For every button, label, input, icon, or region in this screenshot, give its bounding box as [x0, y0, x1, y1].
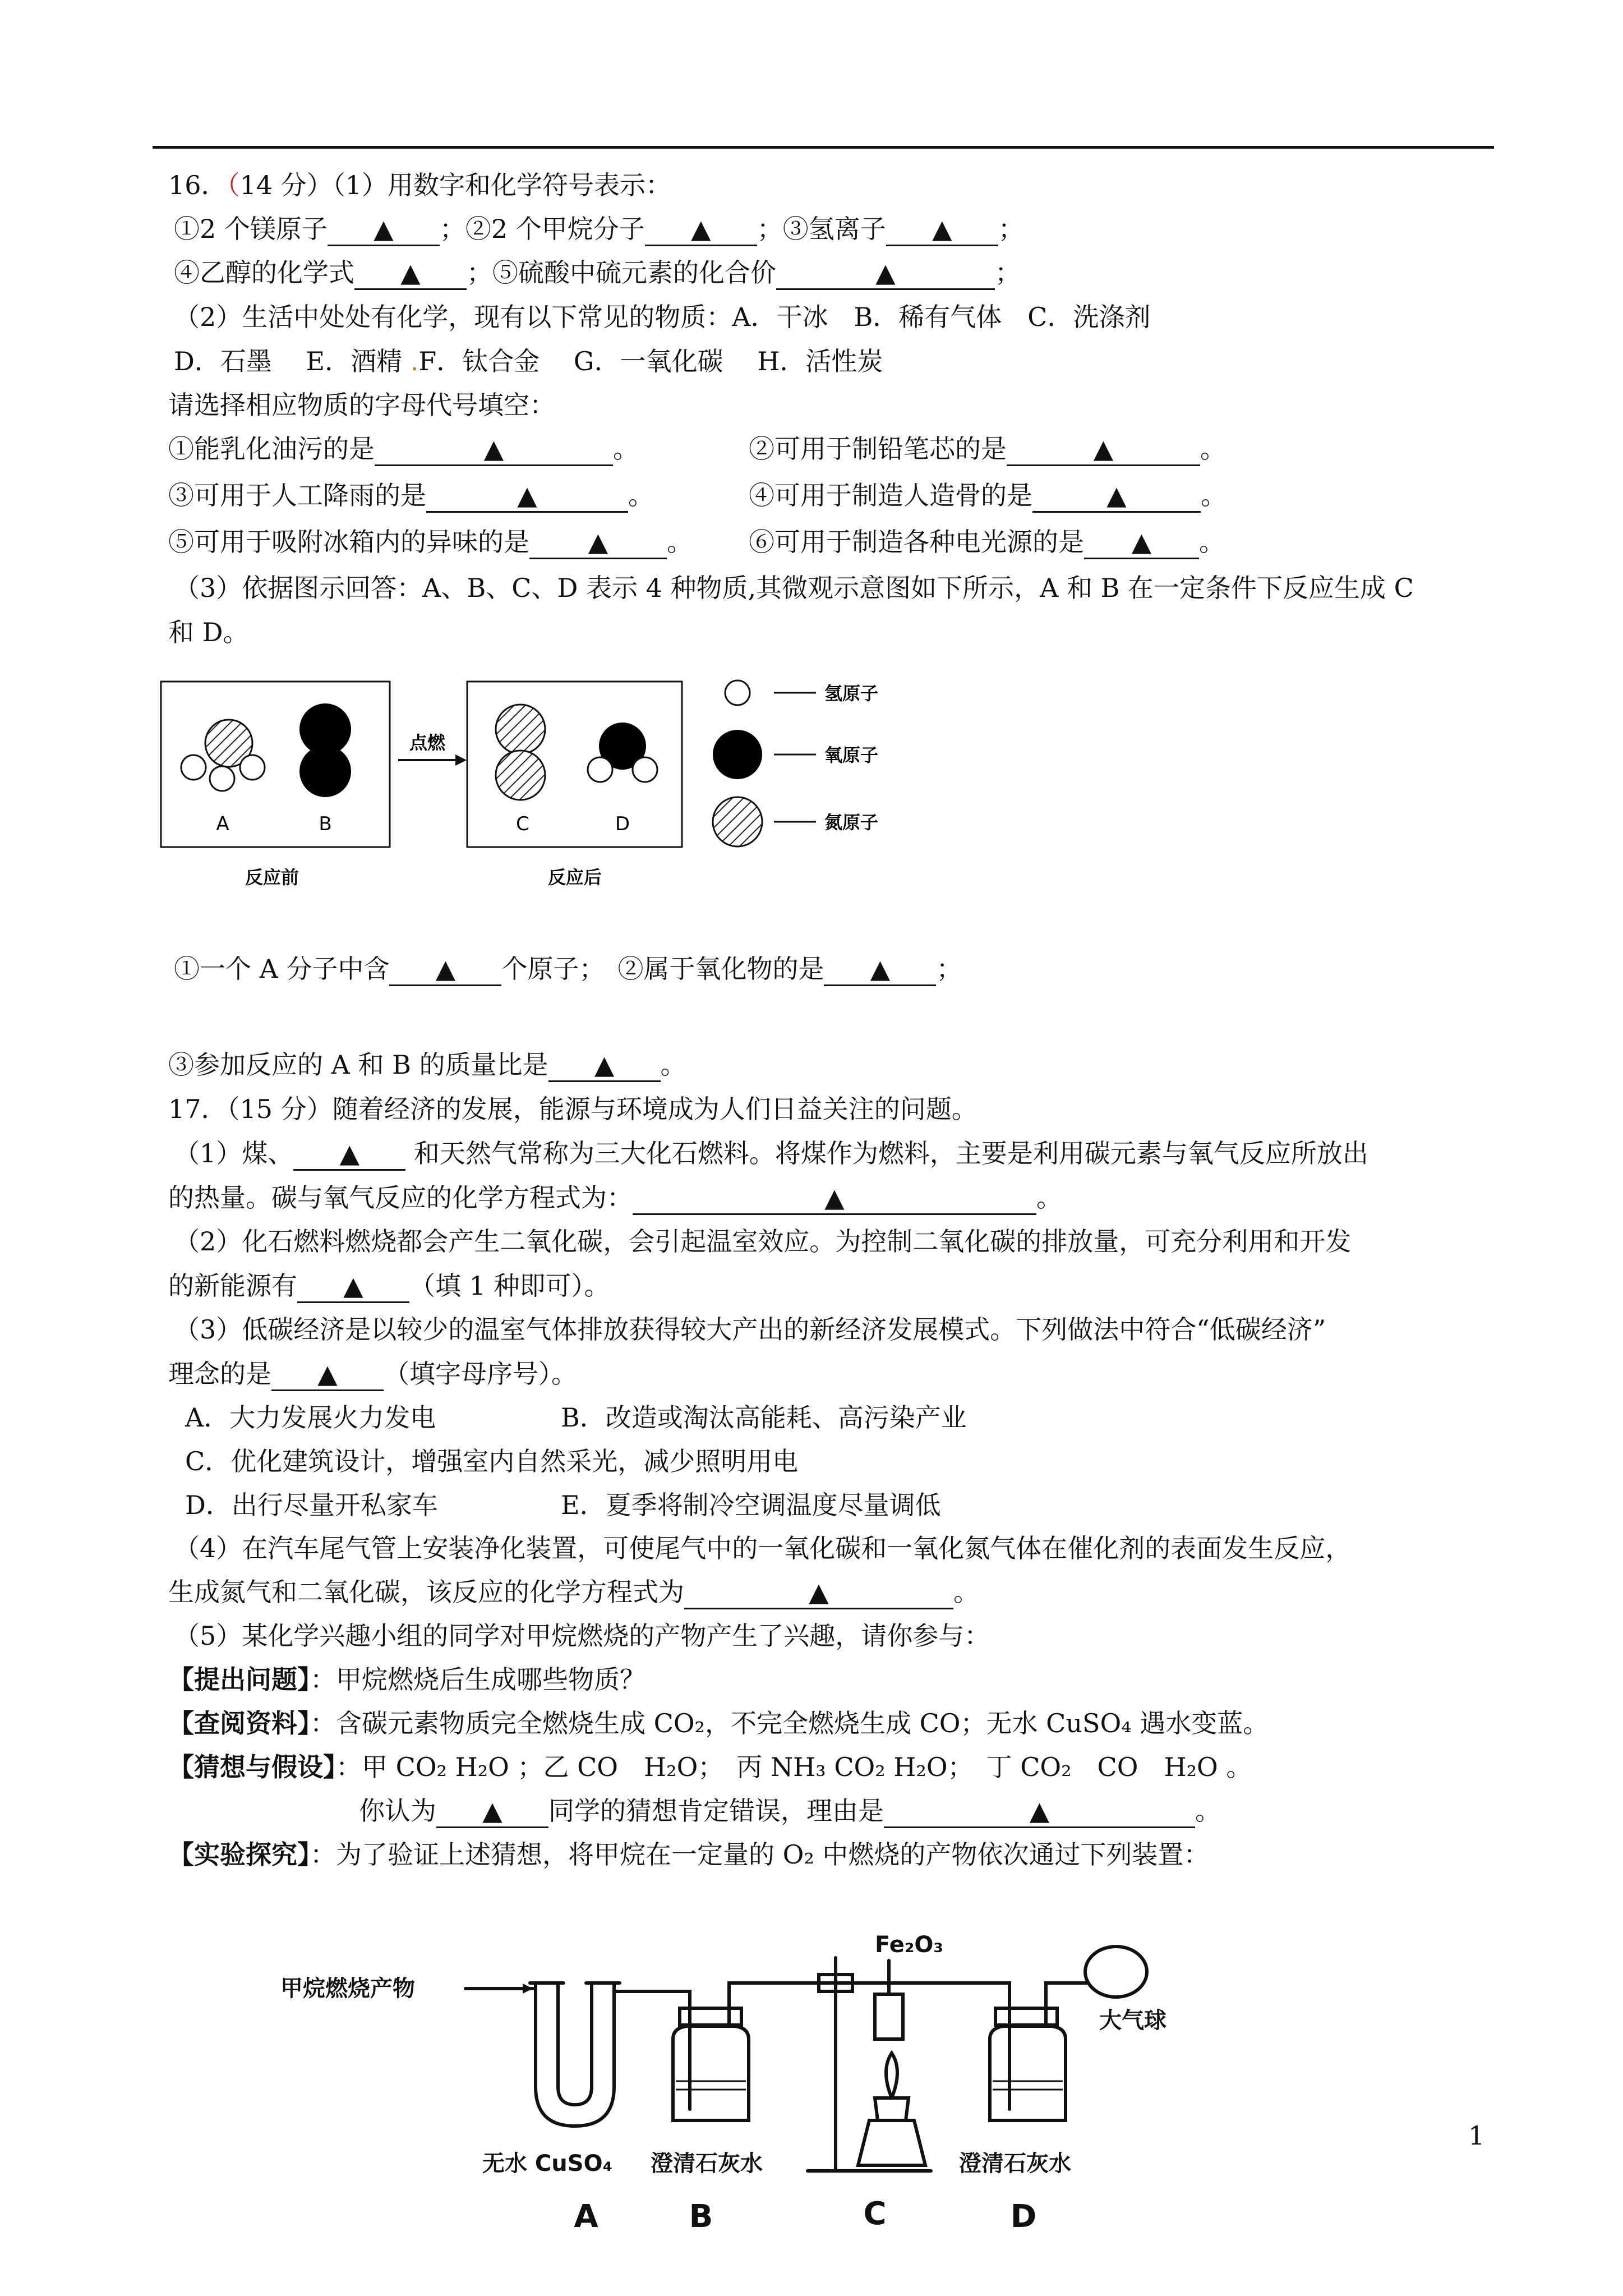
q16-select-row3 [168, 525, 693, 559]
q16-select-prompt: 请选择相应物质的字母代号填空： [168, 390, 555, 420]
answer-blank[interactable] [884, 1795, 1195, 1828]
triangle-icon: ▲ [1106, 480, 1127, 510]
answer-blank[interactable] [776, 257, 995, 290]
q17-experiment [168, 1838, 1209, 1871]
q16-heading-text: 14 分）（1）用数字和化学符号表示： [239, 170, 671, 200]
q16-q-a3: ； [936, 954, 962, 984]
triangle-icon: ▲ [317, 1359, 338, 1389]
q17-option-e: E．夏季将制冷空调温度尽量调低 [561, 1490, 941, 1520]
q16-part1-row2 [174, 256, 1021, 290]
q16-select-row3b [749, 525, 1225, 559]
think-a: 你认为 [359, 1796, 436, 1826]
q16-part2-line1: （2）生活中处处有化学，现有以下常见的物质：A．干冰 B．稀有气体 C．洗涤剂 [174, 302, 1151, 332]
answer-blank[interactable] [293, 1138, 405, 1171]
hydrogen-atom [240, 755, 265, 780]
apparatus-label-C: C [863, 2196, 887, 2232]
answer-blank[interactable] [297, 1270, 409, 1303]
triangle-icon: ▲ [824, 1182, 845, 1213]
q17-ask [168, 1663, 645, 1696]
triangle-icon: ▲ [870, 954, 891, 984]
apparatus-label-B: B [689, 2198, 713, 2235]
q17-p2-b: 的新能源有 [168, 1271, 297, 1301]
answer-blank[interactable] [886, 213, 998, 246]
triangle-icon: ▲ [374, 214, 394, 244]
q17-p1-b: 和天然气常称为三大化石燃料。将煤作为燃料，主要是利用碳元素与氧气反应所放出 [405, 1138, 1368, 1168]
q17-think [359, 1794, 1221, 1828]
stray-dot: . [410, 346, 419, 376]
answer-blank[interactable] [645, 213, 757, 246]
reaction-diagram [151, 668, 920, 903]
triangle-icon: ▲ [932, 214, 952, 244]
triangle-icon: ▲ [875, 257, 896, 288]
answer-blank[interactable] [436, 1795, 548, 1828]
q16-part2-line2 [174, 344, 883, 378]
legend-hydrogen-label: 氢原子 [824, 683, 879, 704]
q17-part4-line2 [168, 1575, 979, 1609]
q17-option-a: A．大力发展火力发电 [185, 1402, 436, 1433]
q16-r1-label-b: ；②2 个甲烷分子 [439, 214, 645, 244]
select-item-2: ②可用于制铅笔芯的是 [749, 434, 1007, 464]
answer-blank[interactable] [824, 953, 936, 986]
q17-option-b: B．改造或淘汰高能耗、高污染产业 [561, 1402, 967, 1433]
before-caption: 反应前 [245, 867, 299, 888]
triangle-icon: ▲ [435, 954, 456, 984]
limewater-label-1: 澄清石灰水 [651, 2151, 763, 2177]
legend-oxygen-icon [713, 730, 762, 779]
hydrogen-atom [588, 757, 612, 782]
q17-part5: （5）某化学兴趣小组的同学对甲烷燃烧的产物产生了兴趣，请你参与： [174, 1621, 990, 1651]
q17-hypothesis [168, 1750, 1252, 1784]
label-B: B [319, 813, 332, 835]
answer-blank[interactable] [529, 526, 667, 559]
ask-label: 【提出问题】 [168, 1664, 310, 1695]
q16-part3-q2 [168, 1048, 686, 1082]
answer-blank[interactable] [684, 1576, 953, 1609]
arrow-label: 点燃 [409, 732, 446, 753]
q16-select-row2b [749, 478, 1227, 513]
q17-p4-b: 生成氮气和二氧化碳，该反应的化学方程式为 [168, 1577, 684, 1607]
hypothesis-label: 【猜想与假设】 [168, 1752, 336, 1782]
hydrogen-atom [633, 757, 657, 782]
q17-p2-c: （填 1 种即可）。 [409, 1271, 610, 1301]
q16-select-row1b [749, 432, 1226, 466]
q16-options-fh: F．钛合金 G．一氧化碳 H．活性炭 [418, 346, 883, 376]
q16-r1-label-d: ； [998, 214, 1024, 244]
reference-text: ：含碳元素物质完全燃烧生成 CO₂，不完全燃烧生成 CO；无水 CuSO₄ 遇水变蓝。 [310, 1708, 1269, 1738]
triangle-icon: ▲ [482, 1796, 502, 1826]
answer-blank[interactable] [1032, 480, 1201, 513]
answer-blank[interactable] [389, 953, 501, 986]
triangle-icon: ▲ [594, 1050, 615, 1080]
legend-nitrogen-icon [713, 797, 762, 846]
q16-paren: （ [227, 170, 240, 200]
answer-blank[interactable] [1007, 433, 1200, 466]
q16-heading [168, 168, 671, 202]
page-number: 1 [1468, 2120, 1485, 2151]
legend-oxygen-label: 氧原子 [824, 744, 879, 766]
end-mark: 。 [1201, 480, 1227, 510]
q17-p4-c: 。 [953, 1577, 979, 1607]
inlet-label: 甲烷燃烧产物 [280, 1976, 415, 2001]
q16-q-a1: ①一个 A 分子中含 [174, 954, 390, 984]
triangle-icon: ▲ [400, 257, 421, 288]
q17-part2-line1: （2）化石燃料燃烧都会产生二氧化碳，会引起温室效应。为控制二氧化碳的排放量，可充分利用和开发 [174, 1226, 1352, 1257]
triangle-icon: ▲ [517, 480, 537, 510]
experiment-text: ：为了验证上述猜想，将甲烷在一定量的 O₂ 中燃烧的产物依次通过下列装置： [310, 1839, 1210, 1870]
q17-reference [168, 1706, 1269, 1740]
end-mark: 。 [1199, 527, 1225, 557]
experiment-label: 【实验探究】 [168, 1839, 310, 1870]
q17-part2-line2 [168, 1269, 610, 1303]
q16-r2-label-a: ④乙醇的化学式 [174, 257, 354, 288]
arrow-head-icon [455, 754, 467, 766]
q17-part1-line1 [174, 1137, 1368, 1171]
select-item-5: ⑤可用于吸附冰箱内的异味的是 [168, 527, 529, 557]
cuso4-label: 无水 CuSO₄ [482, 2151, 613, 2177]
legend-hydrogen-icon [725, 680, 750, 705]
triangle-icon: ▲ [339, 1138, 359, 1168]
triangle-icon: ▲ [1131, 527, 1152, 557]
select-item-6: ⑥可用于制造各种电光源的是 [749, 527, 1084, 557]
q16-select-row2 [168, 478, 654, 513]
q17-heading: 17．（15 分）随着经济的发展，能源与环境成为人们日益关注的问题。 [168, 1094, 978, 1124]
reference-label: 【查阅资料】 [168, 1708, 310, 1738]
answer-blank[interactable] [354, 257, 467, 290]
q16-options-de: D．石墨 E．酒精 [174, 346, 411, 376]
q17-p3-b: 理念的是 [168, 1359, 271, 1389]
nitrogen-atom [496, 751, 545, 800]
q16-part3-line2: 和 D。 [168, 617, 249, 647]
label-A: A [216, 813, 229, 835]
q16-number: 16． [168, 170, 227, 200]
q16-part3-q1 [174, 952, 962, 986]
balloon-label: 大气球 [1099, 2008, 1166, 2033]
select-item-3: ③可用于人工降雨的是 [168, 480, 426, 510]
q16-part3-line1: （3）依据图示回答：A、B、C、D 表示 4 种物质,其微观示意图如下所示，A 和 B 在一定条件下反应生成 C [174, 573, 1414, 603]
q16-q-a2: 个原子； ②属于氧化物的是 [501, 954, 824, 984]
label-C: C [516, 813, 529, 835]
think-b: 同学的猜想肯定错误，理由是 [548, 1796, 884, 1826]
q17-option-d: D．出行尽量开私家车 [185, 1490, 438, 1520]
answer-blank[interactable] [633, 1182, 1036, 1215]
answer-blank[interactable] [271, 1358, 384, 1391]
q16-r1-label-a: ①2 个镁原子 [174, 214, 328, 244]
triangle-icon: ▲ [343, 1271, 363, 1301]
q17-p3-c: （填字母序号）。 [384, 1359, 577, 1389]
limewater-label-2: 澄清石灰水 [959, 2151, 1071, 2177]
q17-p1-c: 的热量。碳与氧气反应的化学方程式为： [168, 1182, 633, 1213]
triangle-icon: ▲ [809, 1577, 829, 1607]
q17-part4-line1: （4）在汽车尾气管上安装净化装置，可使尾气中的一氧化碳和一氧化氮气体在催化剂的表面发生反应， [174, 1533, 1352, 1563]
hydrogen-atom [210, 766, 234, 791]
q16-r2-label-c: ； [995, 257, 1021, 288]
answer-blank[interactable] [1084, 526, 1199, 559]
end-mark: 。 [613, 434, 639, 464]
oxygen-atom [299, 746, 351, 797]
answer-blank[interactable] [328, 213, 440, 246]
apparatus-label-A: A [574, 2198, 598, 2235]
q16-q-b2: 。 [660, 1050, 686, 1080]
select-item-1: ①能乳化油污的是 [168, 434, 375, 464]
apparatus-label-D: D [1010, 2198, 1037, 2235]
nitrogen-atom [496, 705, 545, 754]
triangle-icon: ▲ [483, 434, 504, 464]
hypothesis-text: ：甲 CO₂ H₂O ；乙 CO H₂O； 丙 NH₃ CO₂ H₂O； 丁 CO₂ CO H₂O 。 [336, 1752, 1252, 1782]
q16-r2-label-b: ；⑤硫酸中硫元素的化合价 [467, 257, 776, 288]
select-item-4: ④可用于制造人造骨的是 [749, 480, 1032, 510]
ask-text: ：甲烷燃烧后生成哪些物质？ [310, 1664, 645, 1695]
legend-nitrogen-label: 氮原子 [824, 812, 879, 833]
triangle-icon: ▲ [1093, 434, 1114, 464]
q16-select-row1 [168, 432, 639, 466]
q17-option-c: C．优化建筑设计，增强室内自然采光，减少照明用电 [185, 1446, 799, 1476]
answer-blank[interactable] [426, 480, 628, 513]
q17-part1-line2 [168, 1181, 1062, 1215]
apparatus-diagram [280, 1930, 1245, 2244]
end-mark: 。 [628, 480, 654, 510]
triangle-icon: ▲ [1029, 1796, 1050, 1826]
label-D: D [615, 813, 630, 835]
end-mark: 。 [1200, 434, 1226, 464]
hydrogen-atom [181, 755, 206, 780]
triangle-icon: ▲ [588, 527, 608, 557]
end-mark: 。 [667, 527, 693, 557]
q17-part3-line1: （3）低碳经济是以较少的温室气体排放获得较大产出的新经济发展模式。下列做法中符合“低碳经济” [174, 1314, 1326, 1345]
after-caption: 反应后 [547, 867, 602, 888]
q16-part1-row1 [174, 212, 1024, 246]
answer-blank[interactable] [548, 1049, 661, 1082]
think-c: 。 [1195, 1796, 1221, 1826]
q17-part3-line2 [168, 1357, 577, 1391]
fe2o3-label: Fe₂O₃ [875, 1932, 943, 1958]
q16-q-b1: ③参加反应的 A 和 B 的质量比是 [168, 1050, 548, 1080]
triangle-icon: ▲ [691, 214, 711, 244]
q17-p1-a: （1）煤、 [174, 1138, 294, 1168]
header-rule [153, 146, 1494, 149]
q16-r1-label-c: ；③氢离子 [757, 214, 886, 244]
q17-p1-d: 。 [1036, 1182, 1062, 1213]
answer-blank[interactable] [375, 433, 613, 466]
